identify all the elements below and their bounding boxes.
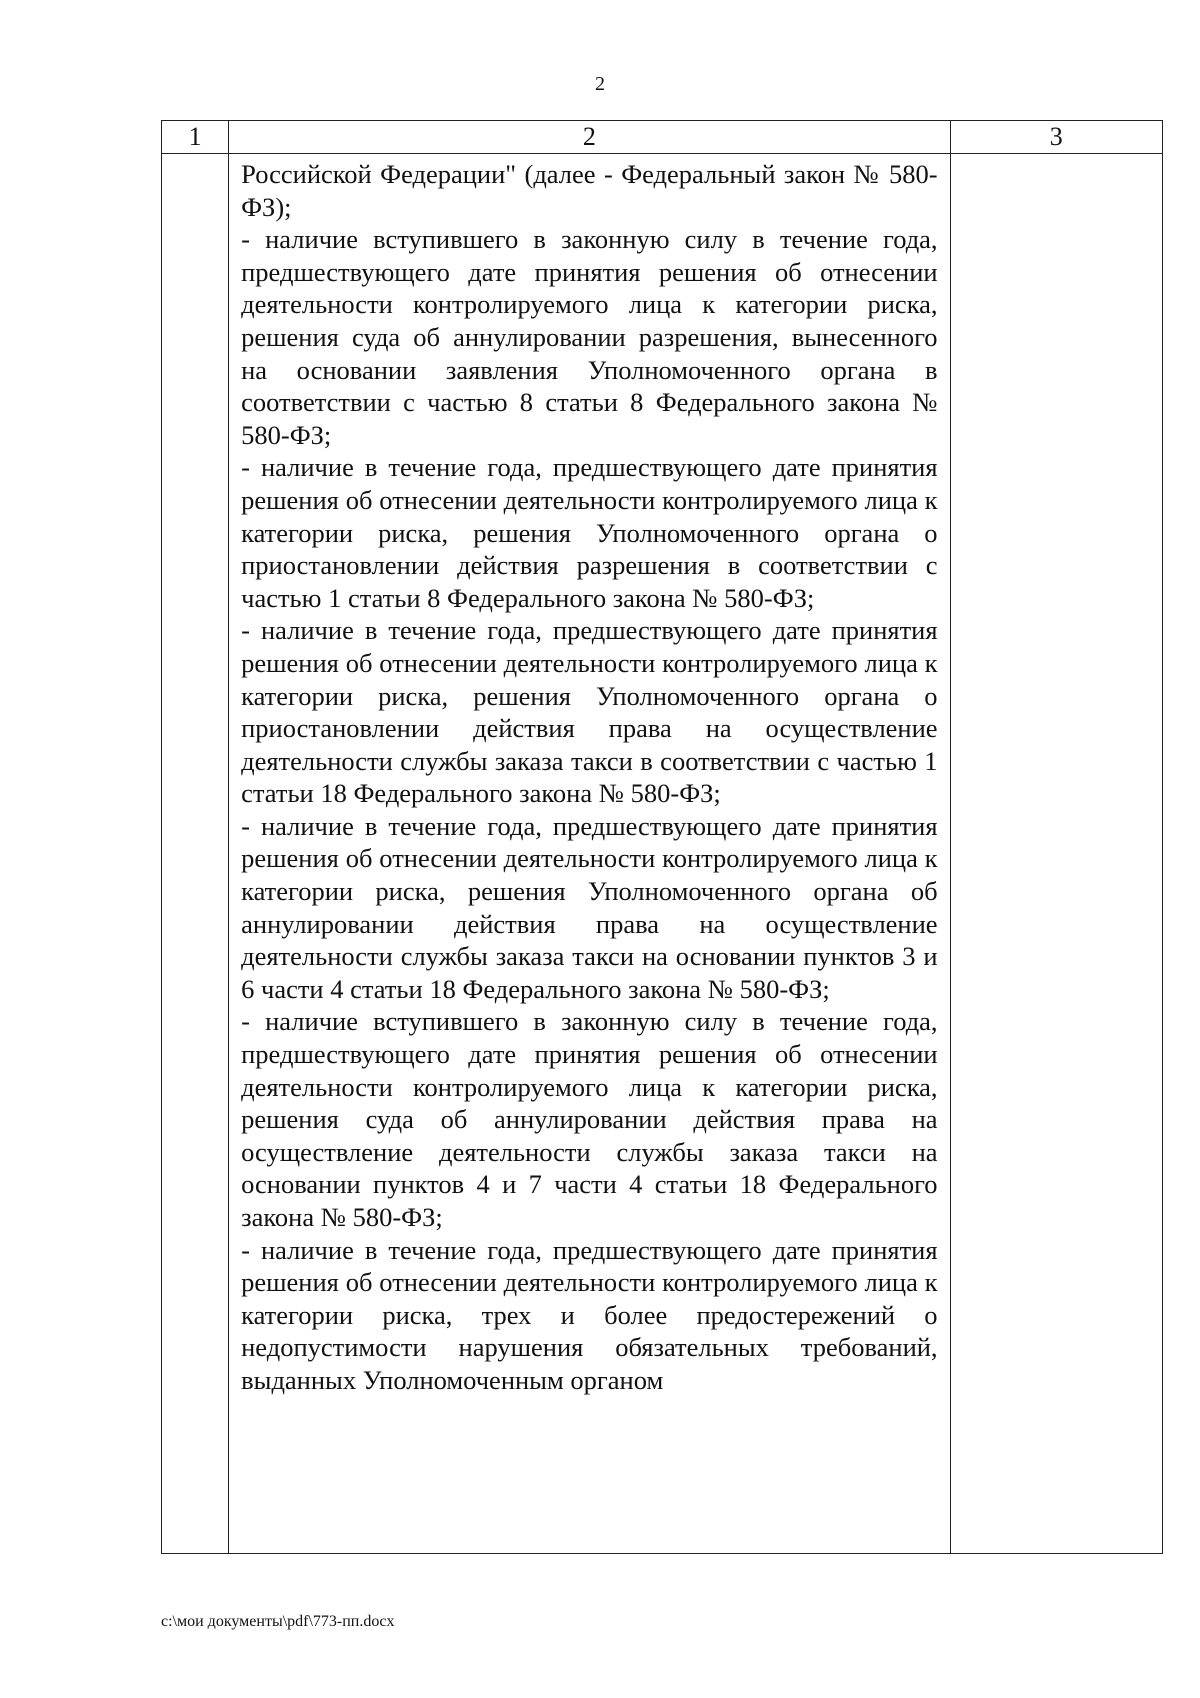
table-header-row xyxy=(162,121,1163,154)
table-cell-col-1 xyxy=(162,154,229,1554)
table-cell-col-3 xyxy=(950,154,1162,1554)
paragraph-item: - наличие в течение года, предшествующего дате принятия решения об отнесении деятельности контролируемого лица к категории риска, решения Уполномоченного органа о приостановлении действия разрешения в соответствии с частью 1 статьи 8 Федерального закона № 580-ФЗ; xyxy=(241,452,938,613)
paragraph-item: - наличие вступившего в законную силу в течение года, предшествующего дате принятия решения об отнесении деятельности контролируемого лица к категории риска, решения суда об аннулировании разрешения, вынесенного на основании заявления Уполномоченного органа в соответствии с частью 8 статьи 8 Федерального закона № 580-ФЗ; xyxy=(241,224,938,450)
document-table xyxy=(161,120,1163,1554)
page-number: 2 xyxy=(595,73,605,95)
paragraph-item: - наличие в течение года, предшествующего дате принятия решения об отнесении деятельности контролируемого лица к категории риска, трех и более предостережений о недопустимости нарушения обязательных требований, выданных Уполномоченным органом xyxy=(241,1234,938,1395)
table-row xyxy=(162,154,1163,1554)
paragraph-item: - наличие в течение года, предшествующего дате принятия решения об отнесении деятельности контролируемого лица к категории риска, решения Уполномоченного органа об аннулировании действия права на осуществление деятельности службы заказа такси на основании пунктов 3 и 6 части 4 статьи 18 Федерального закона № 580-ФЗ; xyxy=(241,810,938,1004)
column-header-2: 2 xyxy=(229,121,950,154)
paragraph-continuation: Российской Федерации" (далее - Федеральный закон № 580-ФЗ); xyxy=(241,159,938,222)
column-header-3: 3 xyxy=(950,121,1162,154)
paragraph-item: - наличие в течение года, предшествующего дате принятия решения об отнесении деятельности контролируемого лица к категории риска, решения Уполномоченного органа о приостановлении действия права на осуществление деятельности службы заказа такси в соответствии с частью 1 статьи 18 Федерального закона № 580-ФЗ; xyxy=(241,615,938,809)
column-header-1: 1 xyxy=(162,121,229,154)
footer-file-path: c:\мои документы\pdf\773-пп.docx xyxy=(161,1613,395,1630)
paragraph-item: - наличие вступившего в законную силу в течение года, предшествующего дате принятия решения об отнесении деятельности контролируемого лица к категории риска, решения суда об аннулировании действия права на осуществление деятельности службы заказа такси на основании пунктов 4 и 7 части 4 статьи 18 Федерального закона № 580-ФЗ; xyxy=(241,1006,938,1232)
table-cell-col-2 xyxy=(229,154,950,1554)
